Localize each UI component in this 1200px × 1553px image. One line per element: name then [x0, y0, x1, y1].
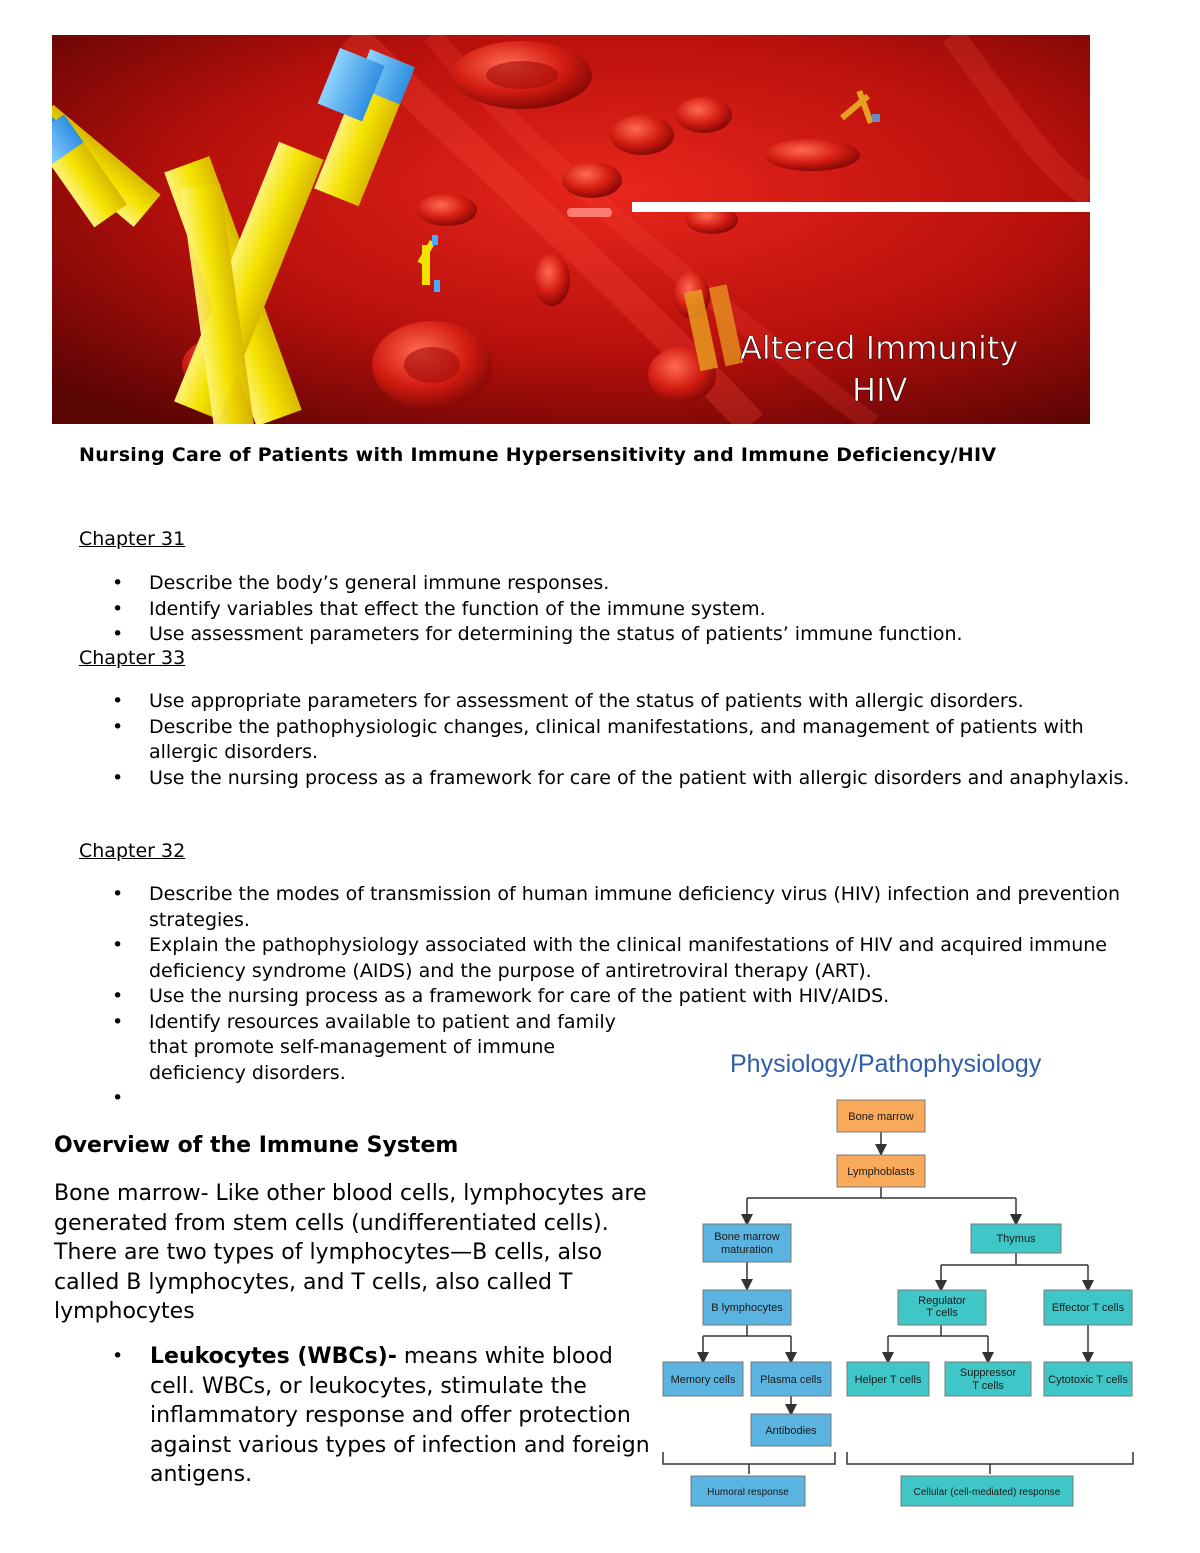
label-helper: Helper T cells: [854, 1374, 922, 1386]
objective-item: • Use assessment parameters for determining the status of patients’ immune function.: [0, 622, 1120, 648]
objective-item: • Describe the body’s general immune responses.: [0, 571, 1120, 597]
label-lymphoblasts: Lymphoblasts: [847, 1166, 915, 1178]
overview-paragraph: Bone marrow- Like other blood cells, lymphocytes are generated from stem cells (undifferentiated cells). There are two types of lymphocytes—B cells, also called B lymphocytes, and T cells, also called T lymphocytes: [54, 1181, 647, 1325]
header-banner-image: [52, 35, 1090, 424]
banner-title-line2: HIV: [852, 371, 908, 409]
box-bone-marrow-maturation: [703, 1224, 791, 1262]
diagram-title: Physiology/Pathophysiology: [730, 1050, 1042, 1078]
objective-item: • Explain the pathophysiology associated with the clinical manifestations of HIV and acquired immune deficiency syndrome (AIDS) and the purpose of antiretroviral therapy (ART).: [0, 933, 1120, 984]
objective-item: • Use the nursing process as a framework for care of the patient with allergic disorders and anaphylaxis.: [0, 766, 1130, 792]
objective-item: • Describe the pathophysiologic changes, clinical manifestations, and management of patients with allergic disorders.: [0, 715, 1130, 766]
objective-item: • Identify resources available to patient and family that promote self-management of immune deficiency disorders.: [0, 1010, 619, 1087]
leukocytes-item: [0, 1342, 650, 1490]
chapter-32-heading: Chapter 32: [79, 840, 186, 862]
chapter-31-objectives: [0, 571, 1120, 648]
chapter-31-heading: Chapter 31: [79, 528, 186, 550]
immune-cell-flow-diagram: [655, 1040, 1145, 1520]
label-bone-marrow: Bone marrow: [848, 1111, 914, 1123]
document-title: Nursing Care of Patients with Immune Hypersensitivity and Immune Deficiency/HIV: [79, 444, 997, 466]
label-cellular-response: Cellular (cell-mediated) response: [913, 1487, 1061, 1498]
banner-illustration: [52, 35, 1090, 424]
section-heading: Overview of the Immune System: [54, 1133, 459, 1158]
label-cytotoxic: Cytotoxic T cells: [1048, 1374, 1128, 1386]
label-bone-marrow-maturation-2: maturation: [721, 1244, 773, 1256]
label-bone-marrow-maturation-1: Bone marrow: [714, 1231, 780, 1243]
leukocytes-definition: means white blood cell. WBCs, or leukocytes, stimulate the inflammatory response and offer protection against various types of infection and foreign antigens.: [150, 1344, 650, 1488]
label-b-lymphocytes: B lymphocytes: [711, 1302, 783, 1314]
label-antibodies: Antibodies: [765, 1425, 817, 1437]
label-plasma: Plasma cells: [760, 1374, 822, 1386]
label-suppressor-2: T cells: [972, 1380, 1004, 1392]
chapter-33-heading: Chapter 33: [79, 647, 186, 669]
banner-title-line1: Altered Immunity: [740, 329, 1019, 367]
label-effector: Effector T cells: [1051, 1302, 1125, 1314]
label-thymus: Thymus: [996, 1233, 1036, 1245]
objective-item: • Describe the modes of transmission of human immune deficiency virus (HIV) infection and prevention strategies.: [0, 882, 1120, 933]
objective-item: • Identify variables that effect the function of the immune system.: [0, 597, 1120, 623]
label-humoral-response: Humoral response: [707, 1487, 789, 1498]
label-regulator-1: Regulator: [918, 1295, 966, 1307]
label-regulator-2: T cells: [926, 1307, 958, 1319]
leukocytes-term: Leukocytes (WBCs)-: [150, 1344, 397, 1369]
leukocytes-list: [0, 1342, 650, 1490]
label-memory: Memory cells: [670, 1374, 736, 1386]
objective-item: • Use appropriate parameters for assessment of the status of patients with allergic disorders.: [0, 689, 1130, 715]
chapter-33-objectives: [0, 689, 1130, 791]
label-suppressor-1: Suppressor: [959, 1367, 1017, 1379]
flow-diagram-svg: [655, 1040, 1145, 1520]
objective-item: • Use the nursing process as a framework for care of the patient with HIV/AIDS.: [0, 984, 1120, 1010]
